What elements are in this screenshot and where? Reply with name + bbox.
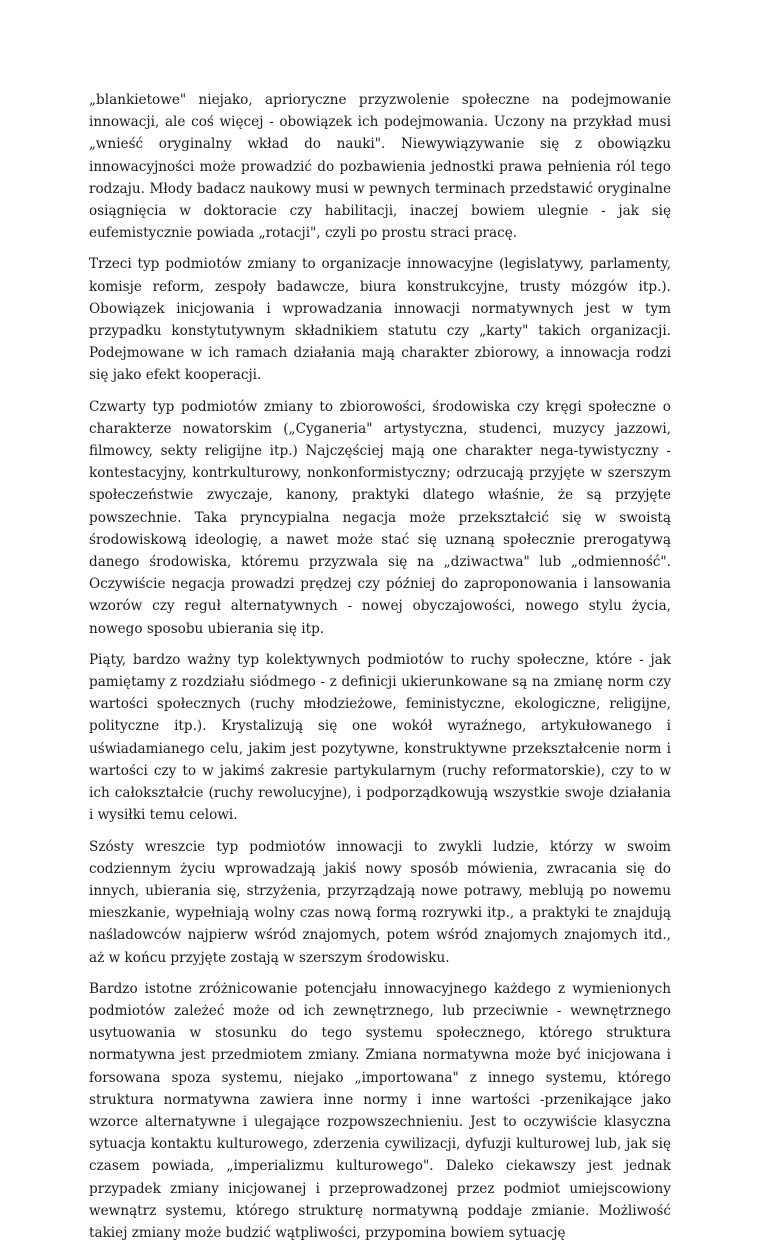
document-page: [89, 89, 671, 1253]
paragraph-5: Szósty wreszcie typ podmiotów innowacji to zwykli ludzie, którzy w swoim codziennym życiu wprowadzają jakiś nowy sposób mówienia, zwracania się do innych, ubierania się, strzyżenia, przyrządzają nowe potrawy, meblują po nowemu mieszkanie, wypełniają wolny czas nową formą rozrywki itp., a praktyki te znajdują naśladowców najpierw wśród znajomych, potem wśród znajomych znajomych itd., aż w końcu przyjęte zostają w szerszym środowisku.: [89, 838, 671, 966]
paragraph-3: Czwarty typ podmiotów zmiany to zbiorowości, środowiska czy kręgi społeczne o charakterze nowatorskim („Cyganeria" artystyczna, studenci, muzycy jazzowi, filmowcy, sekty religijne itp.) Najczęściej mają one charakter nega-tywistyczny - kontestacyjny, kontrkulturowy, nonkonformistyczny; odrzucają przyjęte w szerszym społeczeństwie zwyczaje, kanony, praktyki dlatego właśnie, że są przyjęte powszechnie. Taka pryncypialna negacja może przekształcić się w swoistą środowiskową ideologię, a nawet może stać się uznaną społecznie prerogatywą danego środowiska, któremu przyzwala się na „dziwactwa" lub „odmienność". Oczywiście negacja prowadzi prędzej czy później do zaproponowania i lansowania wzorów czy reguł alternatywnych - nowej obyczajowości, nowego stylu życia, nowego sposobu ubierania się itp.: [89, 398, 671, 637]
paragraph-4: Piąty, bardzo ważny typ kolektywnych podmiotów to ruchy społeczne, które - jak pamiętamy z rozdziału siódmego - z definicji ukierunkowane są na zmianę norm czy wartości społecznych (ruchy młodzieżowe, feministyczne, ekologiczne, religijne, polityczne itp.). Krystalizują się one wokół wyraźnego, artykułowanego i uświadamianego celu, jakim jest pozytywne, konstruktywne przekształcenie norm i wartości czy to w jakimś zakresie partykularnym (ruchy reformatorskie), czy to w ich całokształcie (ruchy rewolucyjne), i podporządkowują wszystkie swoje działania i wysiłki temu celowi.: [89, 651, 671, 824]
paragraph-6: Bardzo istotne zróżnicowanie potencjału innowacyjnego każdego z wymienionych podmiotów zależeć może od ich zewnętrznego, lub przeciwnie - wewnętrznego usytuowania w stosunku do tego systemu społecznego, którego struktura normatywna jest przedmiotem zmiany. Zmiana normatywna może być inicjowana i forsowana spoza systemu, niejako „importowana" z innego systemu, którego struktura normatywna zawiera inne normy i inne wartości -przenikające jako wzorce alternatywne i ulegające rozpowszechnieniu. Jest to oczywiście klasyczna sytuacja kontaktu kulturowego, zderzenia cywilizacji, dyfuzji kulturowej lub, jak się czasem powiada, „imperializmu kulturowego". Daleko ciekawszy jest jednak przypadek zmiany inicjowanej i przeprowadzonej przez podmiot umiejscowiony wewnątrz systemu, którego strukturę normatywną poddaje zmianie. Możliwość takiej zmiany może budzić wątpliwości, przypomina bowiem sytuację: [89, 980, 671, 1241]
paragraph-1: „blankietowe" niejako, aprioryczne przyzwolenie społeczne na podejmowanie innowacji, ale coś więcej - obowiązek ich podejmowania. Uczony na przykład musi „wnieść oryginalny wkład do nauki". Niewywiązywanie się z obowiązku innowacyjności może prowadzić do pozbawienia jednostki prawa pełnienia ról tego rodzaju. Młody badacz naukowy musi w pewnych terminach przedstawić oryginalne osiągnięcia w doktoracie czy habilitacji, inaczej bowiem ulegnie - jak się eufemistycznie powiada „rotacji", czyli po prostu straci pracę.: [89, 92, 671, 242]
paragraph-2: Trzeci typ podmiotów zmiany to organizacje innowacyjne (legislatywy, parlamenty, komisje reform, zespoły badawcze, biura konstrukcyjne, trusty mózgów itp.). Obowiązek inicjowania i wprowadzania innowacji normatywnych jest w tym przypadku konstytutywnym składnikiem statutu czy „karty" takich organizacji. Podejmowane w ich ramach działania mają charakter zbiorowy, a innowacja rodzi się jako efekt kooperacji.: [89, 256, 671, 384]
